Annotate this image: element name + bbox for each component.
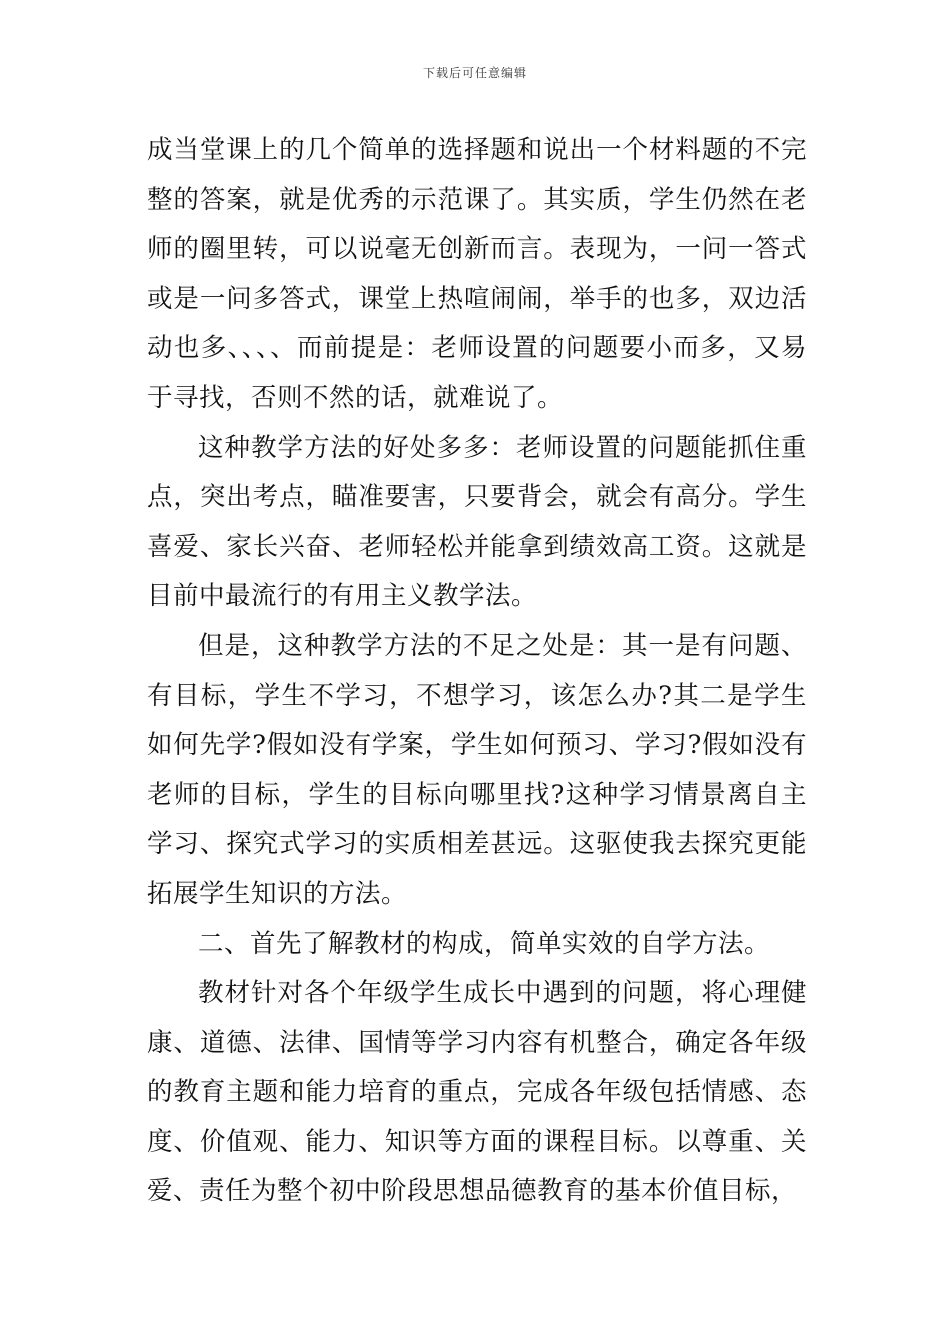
document-body [147,126,807,1217]
paragraph-2: 这种教学方法的好处多多：老师设置的问题能抓住重点，突出考点，瞄准要害，只要背会，就会有高分。学生喜爱、家长兴奋、老师轻松并能拿到绩效高工资。这就是目前中最流行的有用主义教学法。 [147,432,807,612]
paragraph-3: 但是，这种教学方法的不足之处是：其一是有问题、有目标，学生不学习，不想学习，该怎么办?其二是学生如何先学?假如没有学案，学生如何预习、学习?假如没有老师的目标，学生的目标向哪里找?这种学习情景离自主学习、探究式学习的实质相差甚远。这驱使我去探究更能拓展学生知识的方法。 [147,630,807,909]
paragraph-1: 成当堂课上的几个简单的选择题和说出一个材料题的不完整的答案，就是优秀的示范课了。其实质，学生仍然在老师的圈里转，可以说毫无创新而言。表现为，一问一答式或是一问多答式，课堂上热喧闹闹，举手的也多，双边活动也多、、、、而前提是：老师设置的问题要小而多，又易于寻找，否则不然的话，就难说了。 [147,135,807,413]
section-heading: 二、首先了解教材的构成，简单实效的自学方法。 [198,928,771,959]
paragraph-4: 教材针对各个年级学生成长中遇到的问题，将心理健康、道德、法律、国情等学习内容有机整合，确定各年级的教育主题和能力培育的重点，完成各年级包括情感、态度、价值观、能力、知识等方面的课程目标。以尊重、关爱、责任为整个初中阶段思想品德教育的基本价值目标， [147,978,807,1207]
page-header: 下载后可任意编辑 [422,66,527,80]
